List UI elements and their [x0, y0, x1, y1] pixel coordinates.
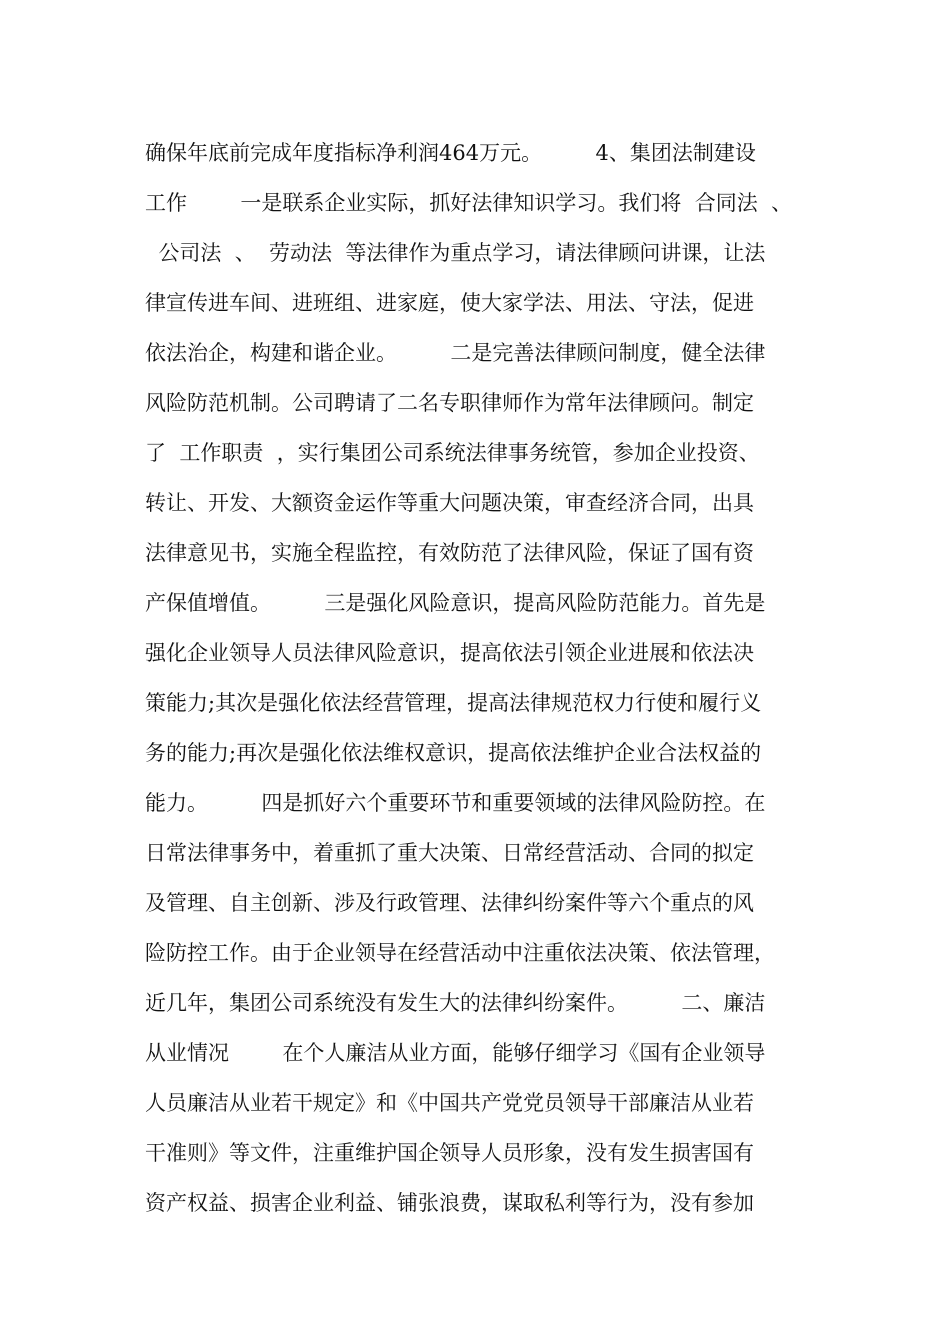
text-line: 策能力;其次是强化依法经营管理，提高法律规范权力行使和履行义	[145, 691, 762, 715]
text-line: 务的能力;再次是强化依法维权意识，提高依法维护企业合法权益的	[145, 741, 762, 765]
text-line: 近几年，集团公司系统没有发生大的法律纠纷案件。 二、廉洁	[145, 991, 766, 1015]
text-line: 人员廉洁从业若干规定》和《中国共产党党员领导干部廉洁从业若	[145, 1091, 754, 1115]
text-line: 工作 一是联系企业实际，抓好法律知识学习。我们将 合同法 、	[145, 191, 793, 215]
text-line: 从业情况 在个人廉洁从业方面，能够仔细学习《国有企业领导	[145, 1041, 766, 1065]
text-line: 干准则》等文件，注重维护国企领导人员形象，没有发生损害国有	[145, 1141, 754, 1165]
text-line: 及管理、自主创新、涉及行政管理、法律纠纷案件等六个重点的风	[145, 891, 754, 915]
body-text	[145, 128, 825, 1228]
text-line: 险防控工作。由于企业领导在经营活动中注重依法决策、依法管理，	[145, 941, 775, 965]
text-line: 法律意见书，实施全程监控，有效防范了法律风险，保证了国有资	[145, 541, 754, 565]
text-line: 了 工作职责 ，实行集团公司系统法律事务统管，参加企业投资、	[145, 441, 760, 465]
text-line: 强化企业领导人员法律风险意识，提高依法引领企业进展和依法决	[145, 641, 754, 665]
text-line: 转让、开发、大额资金运作等重大问题决策，审查经济合同，出具	[145, 491, 754, 515]
text-line: 律宣传进车间、进班组、进家庭，使大家学法、用法、守法，促进	[145, 291, 754, 315]
text-line: 日常法律事务中，着重抓了重大决策、日常经营活动、合同的拟定	[145, 841, 754, 865]
text-line: 资产权益、损害企业利益、铺张浪费，谋取私利等行为，没有参加	[145, 1191, 754, 1215]
text-line: 公司法 、 劳动法 等法律作为重点学习，请法律顾问讲课，让法	[145, 241, 766, 265]
text-line: 确保年底前完成年度指标净利润464万元。 4、集团法制建设	[145, 141, 756, 165]
text-line: 能力。 四是抓好六个重要环节和重要领域的法律风险防控。在	[145, 791, 766, 815]
text-line: 依法治企，构建和谐企业。 二是完善法律顾问制度，健全法律	[145, 341, 766, 365]
text-line: 风险防范机制。公司聘请了二名专职律师作为常年法律顾问。制定	[145, 391, 754, 415]
text-line: 产保值增值。 三是强化风险意识，提高风险防范能力。首先是	[145, 591, 766, 615]
